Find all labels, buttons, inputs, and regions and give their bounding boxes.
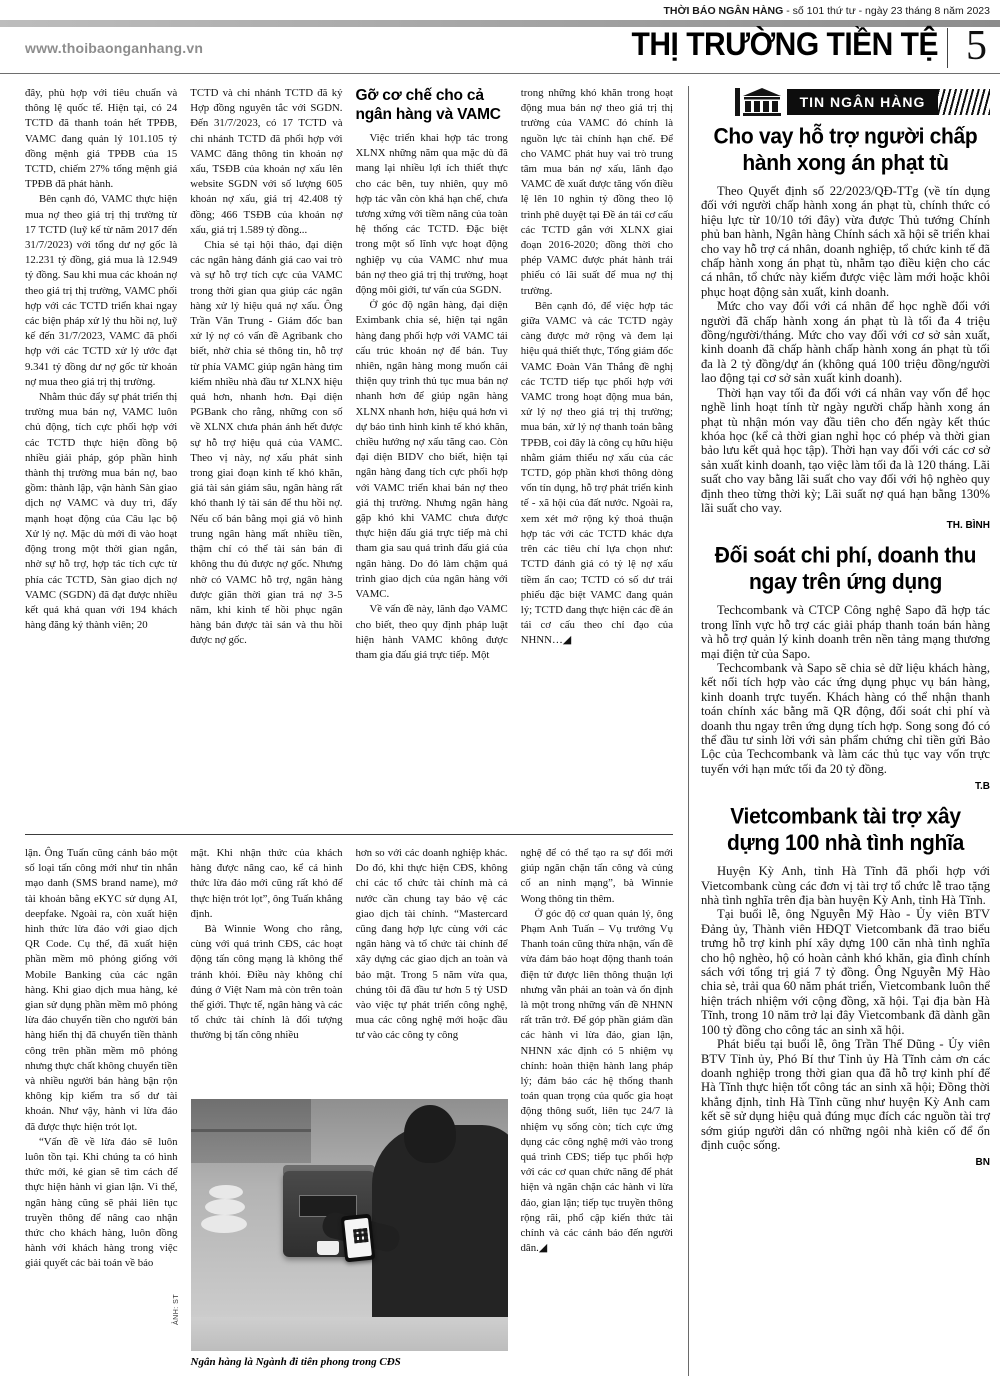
bank-building-icon — [735, 88, 785, 116]
paragraph: nghệ để có thể tạo ra sự đổi mới giúp ngăn chặn tấn công và củng cố an ninh mạng”, bà Winnie Wong thông tin thêm. — [520, 847, 673, 905]
paragraph: Bên cạnh đó, VAMC thực hiện mua nợ theo giá trị thị trường từ 17 TCTD (luỹ kế từ năm 2017 đến 31/7/2023) với tổng dư nợ gốc là 12.231 tỷ đồng, giá mua là 12.949 tỷ đồng. Sau khi mua các khoản nợ theo giá trị thị trường, VAMC phối hợp với các TCTD triển khai ngay các biện pháp xử lý thu hồi nợ, luỹ kế đến 31/7/2023, VAMC đã phối hợp với các TCTD xử lý ước đạt 9.341 tỷ đồng dư nợ gốc từ khoản nợ mua theo giá trị thị trường. — [25, 193, 178, 388]
photo-credit: ẢNH: ST — [172, 1293, 180, 1325]
paragraph: Nhằm thúc đẩy sự phát triển thị trường mua bán nợ, VAMC luôn chủ động, tích cực phối hợp với các TCTD thực hiện đồng bộ nhiều giải pháp, góp phần hình thành thị trường mua bán nợ, bao gồm: thành lập, vận hành Sàn giao dịch nợ VAMC và duy trì, đẩy mạnh hoạt động của Câu lạc bộ Xử lý nợ. Mặc dù mới đi vào hoạt động trong một thời gian ngắn, nhờ sự hỗ trợ, hợp tác tích cực từ phía các TCTD, Sàn giao dịch nợ VAMC (SGDN) đã đạt được nhiều kết quả khả quan với 194 khách hàng đăng ký thành viên; 20 — [25, 391, 178, 632]
bottom-article-column-1 — [25, 846, 178, 1381]
top-article-column-4 — [521, 86, 673, 828]
sub-headline: Gỡ cơ chế cho cả ngân hàng và VAMC — [355, 87, 501, 123]
paragraph: Huyện Kỳ Anh, tỉnh Hà Tĩnh đã phối hợp với Vietcombank cùng các đơn vị tài trợ tổ chức lễ trao tặng nhà tình nghĩa trên địa bàn huyện Kỳ Anh, tỉnh Hà Tĩnh. — [701, 864, 990, 908]
article-body — [701, 184, 990, 515]
bottom-article-middle — [172, 846, 508, 1381]
top-article-column-1 — [25, 86, 177, 828]
paragraph: Ở góc độ cơ quan quản lý, ông Phạm Anh Tuấn – Vụ trưởng Vụ Thanh toán cũng thừa nhận, vấn đề vừa đảm bảo hoạt động thanh toán điện tử được liên thông thuận lợi nhưng vẫn phải an toàn và ổn định là một trong những vấn đề NHNN rất trăn trở. Để góp phần giảm dần các hành vi lừa đảo, gian lận, NHNN xác định có 5 nhiệm vụ chính: hoàn thiện hành lang pháp lý; đảm bảo các hệ thống thanh toán quan trọng của quốc gia hoạt động thông suốt, liên tục 24/7 là nhiệm vụ sống còn; tích cực ứng dụng các công nghệ mới vào trong quá trình CĐS; tiếp tục phối hợp với các cơ quan chức năng để phát hiện và ngăn chặn các hành vi lừa đảo, gian lận; tiếp tục truyền thông rộng rãi, phổ cập kiến thức tài chính và các cảnh báo đến người dân.◢ — [520, 907, 673, 1255]
issue-info: - số 101 thứ tư - ngày 23 tháng 8 năm 2023 — [783, 5, 990, 17]
paragraph: Tại buổi lễ, ông Nguyễn Mỹ Hào - Ủy viên BTV Đảng ủy, Thành viên HĐQT Vietcombank đã trao biểu trưng hỗ trợ kinh phí xây dựng 100 căn nhà tình nghĩa cho hộ nghèo, hộ có hoàn cảnh khó khăn, gia đình chính sách với tổng trị giá 7 tỷ đồng. Ông Nguyễn Mỹ Hào chia sẻ, trải qua 60 năm phát triển, Vietcombank luôn thể hiện trách nhiệm với cộng đồng, xã hội. Tại địa bàn Hà Tĩnh, trong 10 năm trở lại đây Vietcombank đã dành gần 100 tỷ đồng cho công tác an sinh xã hội. — [701, 907, 990, 1037]
stripes-decoration — [938, 89, 990, 115]
sidebar-section-header — [735, 88, 990, 115]
paragraph: Thời hạn vay tối đa đối với cá nhân vay vốn để học nghề linh hoạt tính từ ngày người chấp hành xong án phạt tù nhận món vay đầu tiên cho đến ngày kết thúc khóa học (kể cả thời gian nghỉ học có phép và thời gian bảo lưu kết quả học tập). Thời hạn vay đối với các cơ sở sản xuất kinh doanh, tạo việc làm tối đa là 120 tháng. Lãi suất cho vay bằng lãi suất cho vay đối với hộ nghèo quy định theo từng thời kỳ; Lãi suất nợ quá hạn bằng 130% lãi suất cho vay. — [701, 385, 990, 515]
paragraph: Bà Winnie Wong cho rằng, cùng với quá trình CĐS, các hoạt động tấn công mạng là không thể tránh khỏi. Điều này không chỉ đúng ở Việt Nam mà còn trên toàn thế giới. Thực tế, ngân hàng và các tổ chức tài chính là đối tượng thường bị tấn công nhiều — [190, 923, 343, 1042]
sidebar-section-title: TIN NGÂN HÀNG — [787, 89, 938, 115]
section-title: THỊ TRƯỜNG TIỀN TỆ — [631, 27, 938, 63]
photo-phone-shape — [340, 1214, 375, 1263]
sidebar-article-2 — [701, 544, 990, 792]
paragraph: đây, phù hợp với tiêu chuẩn và thông lệ quốc tế. Hiện tại, có 24 TCTD đã thanh toán hết TPĐB, VAMC đang quản lý 101.105 tỷ đồng mệnh giá TPĐB của 15 TCTD, chiếm 27% tổng mệnh giá TPĐB đã phát hành. — [25, 87, 178, 191]
photo-counter-shape — [191, 1317, 508, 1351]
paragraph: Việc triển khai hợp tác trong XLNX những năm qua mặc dù đã mang lại nhiều lợi ích thiết thực cho các bên, tuy nhiên, quy mô hợp tác vẫn còn khá hạn chế, chưa tương xứng với tiềm năng của toàn hệ thống các TCTD. Đặc biệt trong một số lĩnh vực hoạt động nghiệp vụ của VAMC như mua bán nợ theo giá trị thị trường, hoạt động môi giới, tư vấn của SGDN. — [355, 132, 508, 297]
article-headline: Cho vay hỗ trợ người chấp hành xong án phạt tù — [713, 124, 978, 176]
paragraph: Về vấn đề này, lãnh đạo VAMC cho biết, theo quy định pháp luật hiện hành VAMC không được tham gia đấu giá trực tiếp. Một — [355, 603, 508, 661]
section-divider-rule — [25, 834, 673, 835]
photo-caption: Ngân hàng là Ngành đi tiên phong trong CĐS — [190, 1356, 401, 1368]
paragraph: Bên cạnh đó, để việc hợp tác giữa VAMC và các TCTD ngày càng được mở rộng và đem lại hiệu quả thiết thực, Tổng giám đốc VAMC Đoàn Văn Thắng đề nghị các TCTD tiếp tục phối hợp với VAMC trong hoạt động mua bán, xử lý nợ theo giá trị thị trường; mua bán, xử lý nợ thanh toán bằng TPĐB, coi đây là công cụ hữu hiệu nhằm giảm thiểu nợ xấu của các TCTD, góp phần khơi thông dòng vốn tín dụng, hỗ trợ phát triển kinh tế - xã hội của đất nước. Ngoài ra, xem xét mở rộng ký thoả thuận hợp tác với các TCTD khác dựa trên các tiêu chí lựa chọn như: TCTD đánh giá có tỷ lệ nợ xấu tiềm ẩn cao; TCTD có số dư trái phiếu đặc biệt VAMC đang quản lý; TCTD đang thực hiện các đề án tái cơ cấu theo chỉ đạo của NHNN…◢ — [520, 299, 673, 647]
paragraph: TCTD và chi nhánh TCTD đã ký Hợp đồng nguyên tắc với SGDN. Đến 31/7/2023, có 17 TCTD và chi nhánh TCTD đã phối hợp với VAMC đăng thông tin khoản nợ xấu, TSĐB của khoản nợ xấu lên website SGDN với số lượng 605 khoản nợ xấu, giá trị 42.408 tỷ đồng; 466 TSĐB của khoản nợ xấu, giá trị 1.589 tỷ đồng... — [190, 87, 343, 236]
article-body — [701, 864, 990, 1152]
sidebar — [701, 86, 990, 1181]
article-byline: BN — [975, 1157, 990, 1169]
paragraph: Techcombank và Sapo sẽ chia sẻ dữ liệu khách hàng, kết nối tích hợp vào các ứng dụng phục vụ bán hàng, kinh doanh trực tuyến. Khách hàng có thể nhận thanh toán chính xác bằng mã QR động, đối soát chi phí và doanh thu ngay trên ứng dụng tích hợp. Song song đó có thể đầu tư sinh lời với sản phẩm chứng chỉ tiền gửi Bảo Lộc của Techcombank và làm các thủ tục vay vốn trực tuyến với hạn mức tối đa 20 tỷ đồng. — [701, 660, 990, 776]
bottom-article-column-4 — [521, 846, 674, 1381]
paragraph: Ở góc độ ngân hàng, đại diện Eximbank chia sẻ, hiện tại ngân hàng đang phối hợp với VAMC tái cấu trúc khoản nợ để bán. Tuy nhiên, ngân hàng mong muốn cải thiện quy trình thủ tục mua bán nợ nhanh hơn để giúp ngân hàng XLNX nhanh hơn, hiệu quả hơn vì dự báo tình hình kinh tế khó khăn, chiều hướng nợ xấu tăng cao. Còn đại diện BIDV cho biết, hiện tại ngân hàng đang tích cực phối hợp với VAMC triển khai bán nợ theo giá thị trường. Nhưng ngân hàng gặp khó khi VAMC chưa được thực hiện đấu giá trực tiếp mà chỉ tham gia sau quá trình đấu giá của ngân hàng. Do đó làm chậm quá trình giao dịch của ngân hàng với VAMC. — [355, 299, 508, 601]
page-number: 5 — [966, 23, 987, 69]
bottom-article — [25, 846, 673, 1381]
bottom-article-column-2 — [191, 846, 343, 1093]
article-headline: Vietcombank tài trợ xây dựng 100 nhà tình nghĩa — [727, 805, 964, 856]
sidebar-article-3 — [701, 805, 990, 1168]
photo-shelf-line-shape — [191, 1129, 311, 1132]
paragraph: mật. Khi nhận thức của khách hàng được nâng cao, kể cả hình thức lừa đảo mới cũng rất khó để thực hiện trót lọt”, ông Tuấn khẳng định. — [190, 847, 343, 920]
website-url: www.thoibaonganhang.vn — [25, 40, 204, 56]
article-byline: TH. BÌNH — [946, 520, 990, 532]
article-headline: Đối soát chi phí, doanh thu ngay trên ứng dụng — [714, 544, 977, 595]
masthead-bar — [0, 20, 1000, 27]
photo-cup-shape — [205, 1199, 245, 1215]
masthead-issue-line — [664, 5, 991, 17]
paper-name: THỜI BÁO NGÂN HÀNG — [663, 5, 784, 17]
paragraph: Techcombank và CTCP Công nghệ Sapo đã hợp tác trong lĩnh vực hỗ trợ các giải pháp thanh toán bán hàng và hỗ trợ quản lý kinh doanh trên nền tảng mạng thương mại điện tử của Sapo. — [701, 603, 990, 661]
photo-cup-shape — [201, 1215, 247, 1233]
photo-person-head-shape — [404, 1105, 456, 1163]
top-article-column-3-text — [356, 131, 508, 663]
paragraph: lận. Ông Tuấn cũng cảnh báo một số loại tấn công mới như tin nhắn mạo danh (SMS brand name), mở tài khoản bằng eKYC sử dụng AI, deepfake. Ngoài ra, còn xuất hiện hình thức lừa đảo với giao dịch QR Code. Cụ thể, đã xuất hiện phần mềm mô phỏng giống với Mobile Banking của các ngân hàng. Khi giao dịch mua hàng, kẻ gian sử dụng phần mềm mô phỏng lừa đảo chuyển tiền cho người bán hàng hiển thị đã chuyển tiền thành công trên phần mềm mô phỏng nhưng thực chất không chuyển tiền và nhiều người bán hàng bận rộn không kịp kiểm tra số dư tài khoản. Như vậy, hành vi lừa đảo đã được thực hiện trót lọt. — [25, 847, 178, 1133]
article-body — [701, 603, 990, 776]
photo-qr-code-shape — [353, 1228, 368, 1243]
photo-phone-screen-shape — [344, 1218, 372, 1258]
photo-small-cup-shape — [317, 1241, 339, 1255]
paragraph: Phát biểu tại buổi lễ, ông Trần Thế Dũng - Ủy viên BTV Tỉnh ủy, Phó Bí thư Tỉnh ủy Hà Tĩnh cảm ơn các doanh nghiệp trong thời gian qua đã hỗ trợ kinh phí để Hà Tĩnh thực hiện tốt công tác an sinh xã hội; Đồng thời khẳng định, tỉnh Hà Tĩnh cũng như huyện Kỳ Anh cam kết sẽ sử dụng hiệu quả đúng mục đích các nguồn tài trợ sớm giúp người dân có những ngôi nhà kiên cố để ổn định cuộc sống. — [701, 1037, 990, 1152]
sidebar-article-1 — [701, 125, 990, 531]
photo-cup-shape — [209, 1185, 243, 1199]
paragraph: trong những khó khăn trong hoạt động mua bán nợ theo giá trị thị trường của VAMC đó chính là nguồn lực tài chính hạn chế. Để cho VAMC phát huy vai trò trung tâm mua bán nợ xấu, lãnh đạo VAMC đề xuất được tăng vốn điều lệ lên 10 nghìn tỷ đồng theo lộ trình phê duyệt tại Đề án tái cơ cấu các TCTD gắn với XLNX giai đoạn 2016-2020; đồng thời cho phép VAMC được phát hành trái phiếu có lãi suất để mua nợ thị trường. — [520, 87, 673, 297]
paragraph: Mức cho vay đối với cá nhân để học nghề đối với người đã chấp hành xong án phạt tù là tối đa 4 triệu đồng/người/tháng. Mức cho vay đối với cơ sở sản xuất, kinh doanh đã chấp hành chấp hành xong án phạt tù tối đa là 2 tỷ đồng/dự án (không quá 100 triệu đồng/người lao động tại cơ sở sản xuất kinh doanh). — [701, 299, 990, 386]
paragraph: hơn so với các doanh nghiệp khác. Do đó, khi thực hiện CĐS, không chỉ các tổ chức tài chính mà cả nước cần chung tay bảo vệ các giao dịch tài chính. “Mastercard cũng đang hợp lực cùng với các ngân hàng và tổ chức tài chính để xây dựng các giao dịch an toàn và bảo mật. Trong 5 năm vừa qua, chúng tôi đã đầu tư hơn 5 tỷ USD vào việc tự phát triển công nghệ, mua các công nghệ mới hoặc đầu tư vào các công ty công — [355, 847, 508, 1042]
masthead-rule — [0, 73, 1000, 74]
sidebar-divider-rule — [688, 86, 689, 1376]
paragraph: Chia sẻ tại hội thảo, đại diện các ngân hàng đánh giá cao vai trò và sự hỗ trợ tích cực của VAMC trong thời gian qua giúp các ngân hàng xử lý hiệu quả nợ xấu. Ông Trần Văn Trung - Giám đốc ban xử lý nợ có vấn đề Agribank cho biết, nhờ chia sẻ thông tin, hỗ trợ từ phía VAMC giúp ngân hàng tìm kiếm nhiều nhà đầu tư XLNX hiệu quả hơn, nhanh hơn. Đại diện PGBank cho rằng, những con số về XLNX chưa phản ánh hết được sự hỗ trợ hiệu quả của VAMC. Theo vị này, nợ xấu phát sinh trong giai đoạn kinh tế khó khăn, giá tài sản giảm sâu, ngân hàng rất khó thanh lý tài sản để thu hồi nợ. Nếu cố bán bằng mọi giá vô hình trung ngân hàng mất nhiều tiền, thậm chí có thể tài sản bán đi không thu đủ được nợ gốc. Nhưng nhờ có VAMC hỗ trợ, ngân hàng được giãn thời gian trả nợ 3-5 năm, khi kinh tế hồi phục ngân hàng bán được tài sản và thu hồi được nợ gốc. — [190, 239, 343, 647]
paragraph: Theo Quyết định số 22/2023/QĐ-TTg (về tín dụng đối với người chấp hành xong án phạt tù, chính thức có hiệu lực từ 10/10 tới đây) vừa được Thủ tướng Chính phủ ban hành, Ngân hàng Chính sách xã hội sẽ triển khai cho vay hỗ trợ cá nhân, doanh nghiệp, tổ chức kinh tế đã chấp hành xong án phạt tù, nhằm tạo điều kiện cho các cá nhân, tổ chức này kiếm được việc làm mới hoặc khôi phục hoạt động sản xuất, kinh doanh. — [701, 184, 990, 299]
top-article-column-2 — [190, 86, 342, 828]
top-article — [25, 86, 673, 828]
bottom-article-column-3 — [356, 846, 508, 1093]
news-photo — [191, 1099, 508, 1351]
top-article-column-3 — [356, 86, 508, 828]
masthead-divider — [947, 28, 948, 68]
article-byline: T.B — [975, 781, 990, 793]
paragraph: “Vấn đề về lừa đảo sẽ luôn luôn tồn tại. Khi chúng ta có hình thức mới, kẻ gian sẽ tìm cách để thực hiện hành vi gian lận. Vì thế, ngân hàng cũng sẽ phải liên tục truyền thông để nâng cao nhận thức cho khách hàng, luôn đồng hành với khách hàng trong việc giải quyết các bài toán về bảo — [25, 1135, 178, 1270]
